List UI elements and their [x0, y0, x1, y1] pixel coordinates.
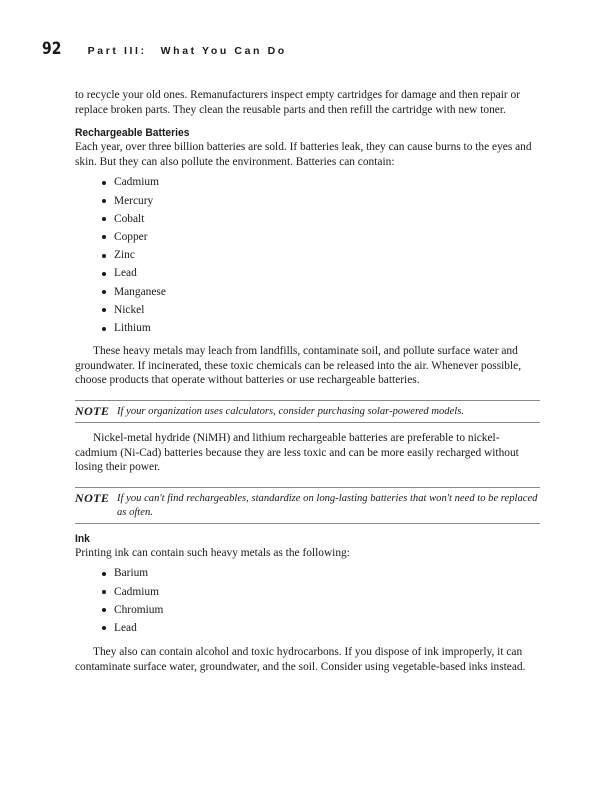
page-number: 92 [42, 39, 62, 59]
list-item: Copper [101, 228, 540, 246]
ink-closing-paragraph: They also can contain alcohol and toxic hydrocarbons. If you dispose of ink improperly, it can contaminate surface water, groundwater, and the soil. Consider using vegetable-based inks instead. [75, 646, 526, 673]
list-item: Chromium [101, 601, 540, 619]
note-callout [75, 487, 540, 524]
nimh-paragraph: Nickel-metal hydride (NiMH) and lithium rechargeable batteries are preferable to nickel-cadmium (Ni-Cad) batteries because they are less toxic and can be more easily recharged without losing their power. [75, 431, 519, 474]
heavy-metals-paragraph: These heavy metals may leach from landfills, contaminate soil, and pollute surface water and groundwater. If incinerated, these toxic chemicals can be released into the air. Whenever possible, choose products that operate without batteries or use rechargeable batteries. [75, 345, 522, 387]
intro-paragraph: to recycle your old ones. Remanufacturers inspect empty cartridges for damage and then repair or replace broken parts. They clean the reusable parts and then refill the cartridge with new toner. [75, 89, 521, 116]
list-item: Cadmium [101, 583, 540, 601]
note-label: NOTE [75, 490, 110, 505]
list-item: Lead [101, 619, 540, 637]
list-item: Manganese [101, 283, 540, 301]
running-header [42, 39, 287, 59]
list-item: Mercury [101, 192, 540, 210]
part-label: Part III: [87, 45, 147, 57]
list-item: Cadmium [101, 173, 540, 191]
battery-metals-list [75, 173, 540, 337]
part-title: What You Can Do [160, 45, 287, 57]
note-callout [75, 400, 540, 423]
list-item: Barium [101, 564, 540, 582]
list-item: Lead [101, 264, 540, 282]
note-label: NOTE [75, 403, 110, 418]
list-item: Nickel [101, 301, 540, 319]
page-body [75, 88, 540, 674]
section-heading-ink: Ink [75, 532, 90, 545]
list-item: Zinc [101, 246, 540, 264]
ink-lead-paragraph: Printing ink can contain such heavy metals as the following: [75, 546, 350, 559]
section-heading-batteries: Rechargeable Batteries [75, 127, 190, 140]
note-text: If your organization uses calculators, consider purchasing solar-powered models. [117, 405, 465, 417]
ink-metals-list [75, 564, 540, 637]
note-text: If you can't find rechargeables, standardize on long-lasting batteries that won't need to be replaced as often. [117, 492, 538, 518]
list-item: Lithium [101, 319, 540, 337]
batteries-lead-paragraph: Each year, over three billion batteries are sold. If batteries leak, they can cause burns to the eyes and skin. But they can also pollute the environment. Batteries can contain: [75, 141, 532, 168]
list-item: Cobalt [101, 210, 540, 228]
